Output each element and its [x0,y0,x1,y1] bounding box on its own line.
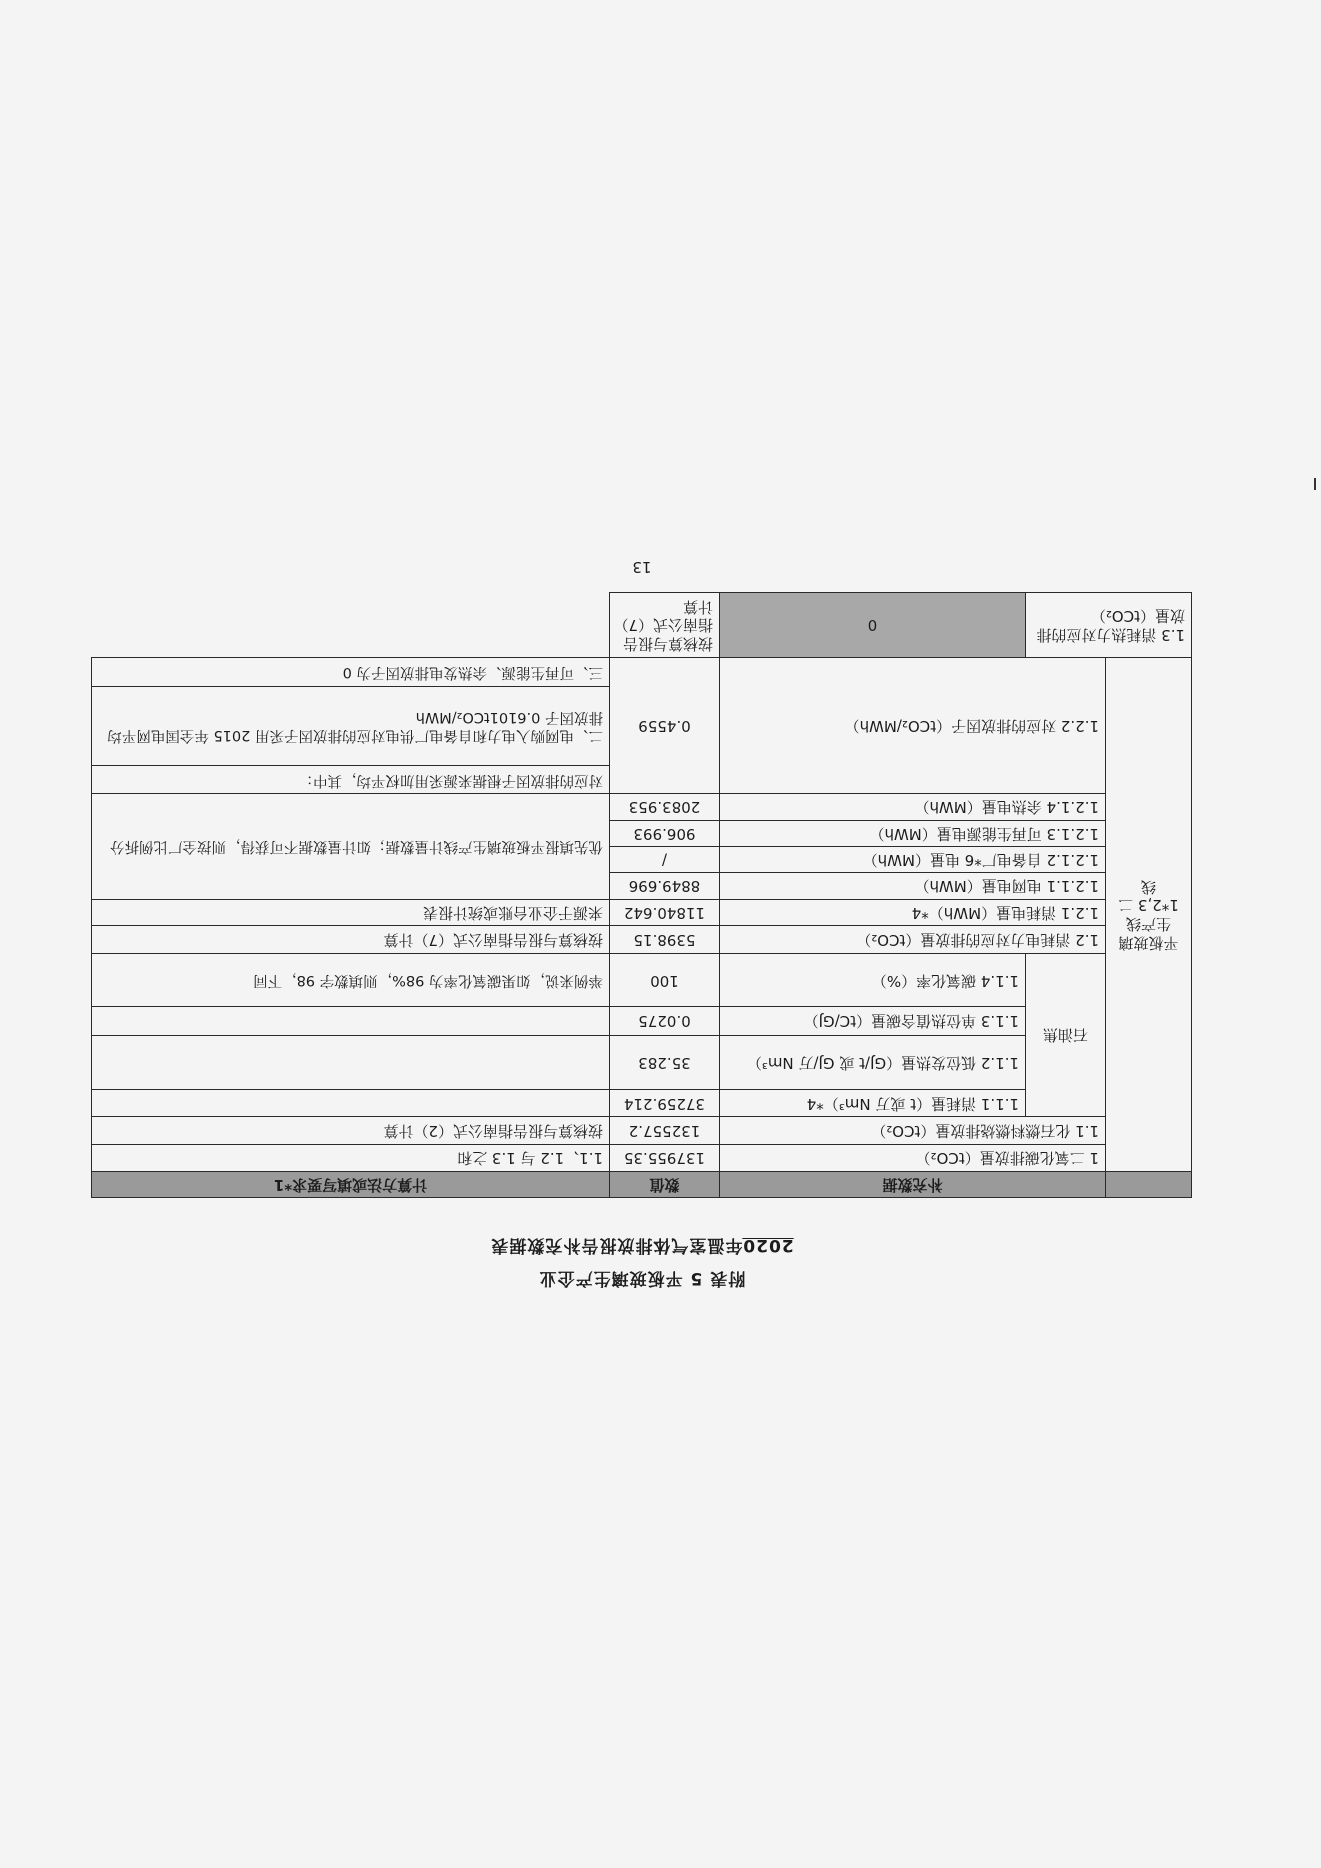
row-value: 906.993 [609,820,719,846]
header-method: 计算方法或填写要求*1 [91,1171,609,1197]
row-method [91,1090,609,1116]
table-row [91,593,1191,658]
table-header-row [91,1171,1191,1197]
scan-edge-mark [1314,478,1316,490]
row-method-line: 对应的排放因子根据来源采用加权平均，其中： [91,765,609,794]
header-supplementary-data: 补充数据 [719,1171,1105,1197]
row-method-line: 二、电网购入电力和自备电厂供电对应的排放因子采用 2015 年全国电网平均排放因子 0.6101tCO₂/MWh [91,686,609,765]
fuel-name: 石油焦 [1026,954,1106,1116]
header-blank-cell [1106,1171,1192,1197]
row-label: 1.2.1.1 电网电量（MWh） [719,873,1105,899]
row-value: 2083.953 [609,794,719,820]
row-method: 按核算与报告指南公式（2）计算 [91,1116,609,1145]
subtitle-year: 2020 [742,1235,794,1255]
row-label: 1.1 化石燃料燃烧排放量（tCO₂） [719,1116,1105,1145]
row-value: 0.4559 [609,658,719,794]
row-value: 5398.15 [609,925,719,954]
row-method: 1.1、1.2 与 1.3 之和 [91,1145,609,1171]
row-value: 11840.642 [609,899,719,925]
table-row [91,1090,1191,1116]
row-label: 1.3 消耗热力对应的排放量（tCO₂） [1026,593,1192,658]
table-row [91,1116,1191,1145]
row-method: 按核算与报告指南公式（7）计算 [609,593,719,658]
row-value: 137955.35 [609,1145,719,1171]
row-method: 按核算与报告指南公式（7）计算 [91,925,609,954]
table-row [91,1145,1191,1171]
document-title: 附表 5 平板玻璃生产企业 [538,1268,746,1288]
row-value: 132557.2 [609,1116,719,1145]
row-label: 1.1.4 碳氧化率（%） [719,954,1025,1007]
document-subtitle [92,1235,1192,1260]
row-label: 1 二氧化碳排放量（tCO₂） [719,1145,1105,1171]
row-value: 8849.696 [609,873,719,899]
row-method [91,1007,609,1036]
row-method [91,1035,609,1090]
row-label: 1.2.1.4 余热电量（MWh） [719,794,1105,820]
page-number: 13 [632,558,652,576]
table-row [91,873,1191,899]
supplementary-data-table [91,592,1192,1198]
row-value: / [609,846,719,872]
row-label: 1.2.1 消耗电量（MWh）*4 [719,899,1105,925]
row-label: 1.2.1.3 可再生能源电量（MWh） [719,820,1105,846]
row-label: 1.2.1.2 自备电厂*6 电量（MWh） [719,846,1105,872]
row-method: 来源于企业台账或统计报表 [91,899,609,925]
production-line-label: 平板玻璃生产线 1*2,3 二线 [1106,658,1192,1172]
row-value: 35.283 [609,1035,719,1090]
row-value: 0.0275 [609,1007,719,1036]
row-value: 0 [719,593,1025,658]
table-row [91,899,1191,925]
header-value: 数值 [609,1171,719,1197]
table-row [91,925,1191,954]
row-label: 1.2.2 对应的排放因子（tCO₂/MWh） [719,658,1105,794]
subtitle-text: 年温室气体排放报告补充数据表 [490,1235,743,1255]
row-value: 100 [609,954,719,1007]
rotated-page-content [92,558,1192,1288]
row-label: 1.1.2 低位发热量（GJ/t 或 GJ/万 Nm³） [719,1035,1025,1090]
row-method: 举例来说，如果碳氧化率为 98%，则填数字 98，下同 [91,954,609,1007]
table-row [91,765,1191,794]
row-label: 1.2 消耗电力对应的排放量（tCO₂） [719,925,1105,954]
row-value: 37259.214 [609,1090,719,1116]
row-method-line: 三、可再生能源、余热发电排放因子为 0 [91,658,609,687]
row-label: 1.1.3 单位热值含碳量（tC/GJ） [719,1007,1025,1036]
row-label: 1.1.1 消耗量（t 或万 Nm³）*4 [719,1090,1025,1116]
row-method: 优先填报平板玻璃生产线计量数据；如计量数据不可获得，则按全厂比例拆分 [91,794,609,899]
